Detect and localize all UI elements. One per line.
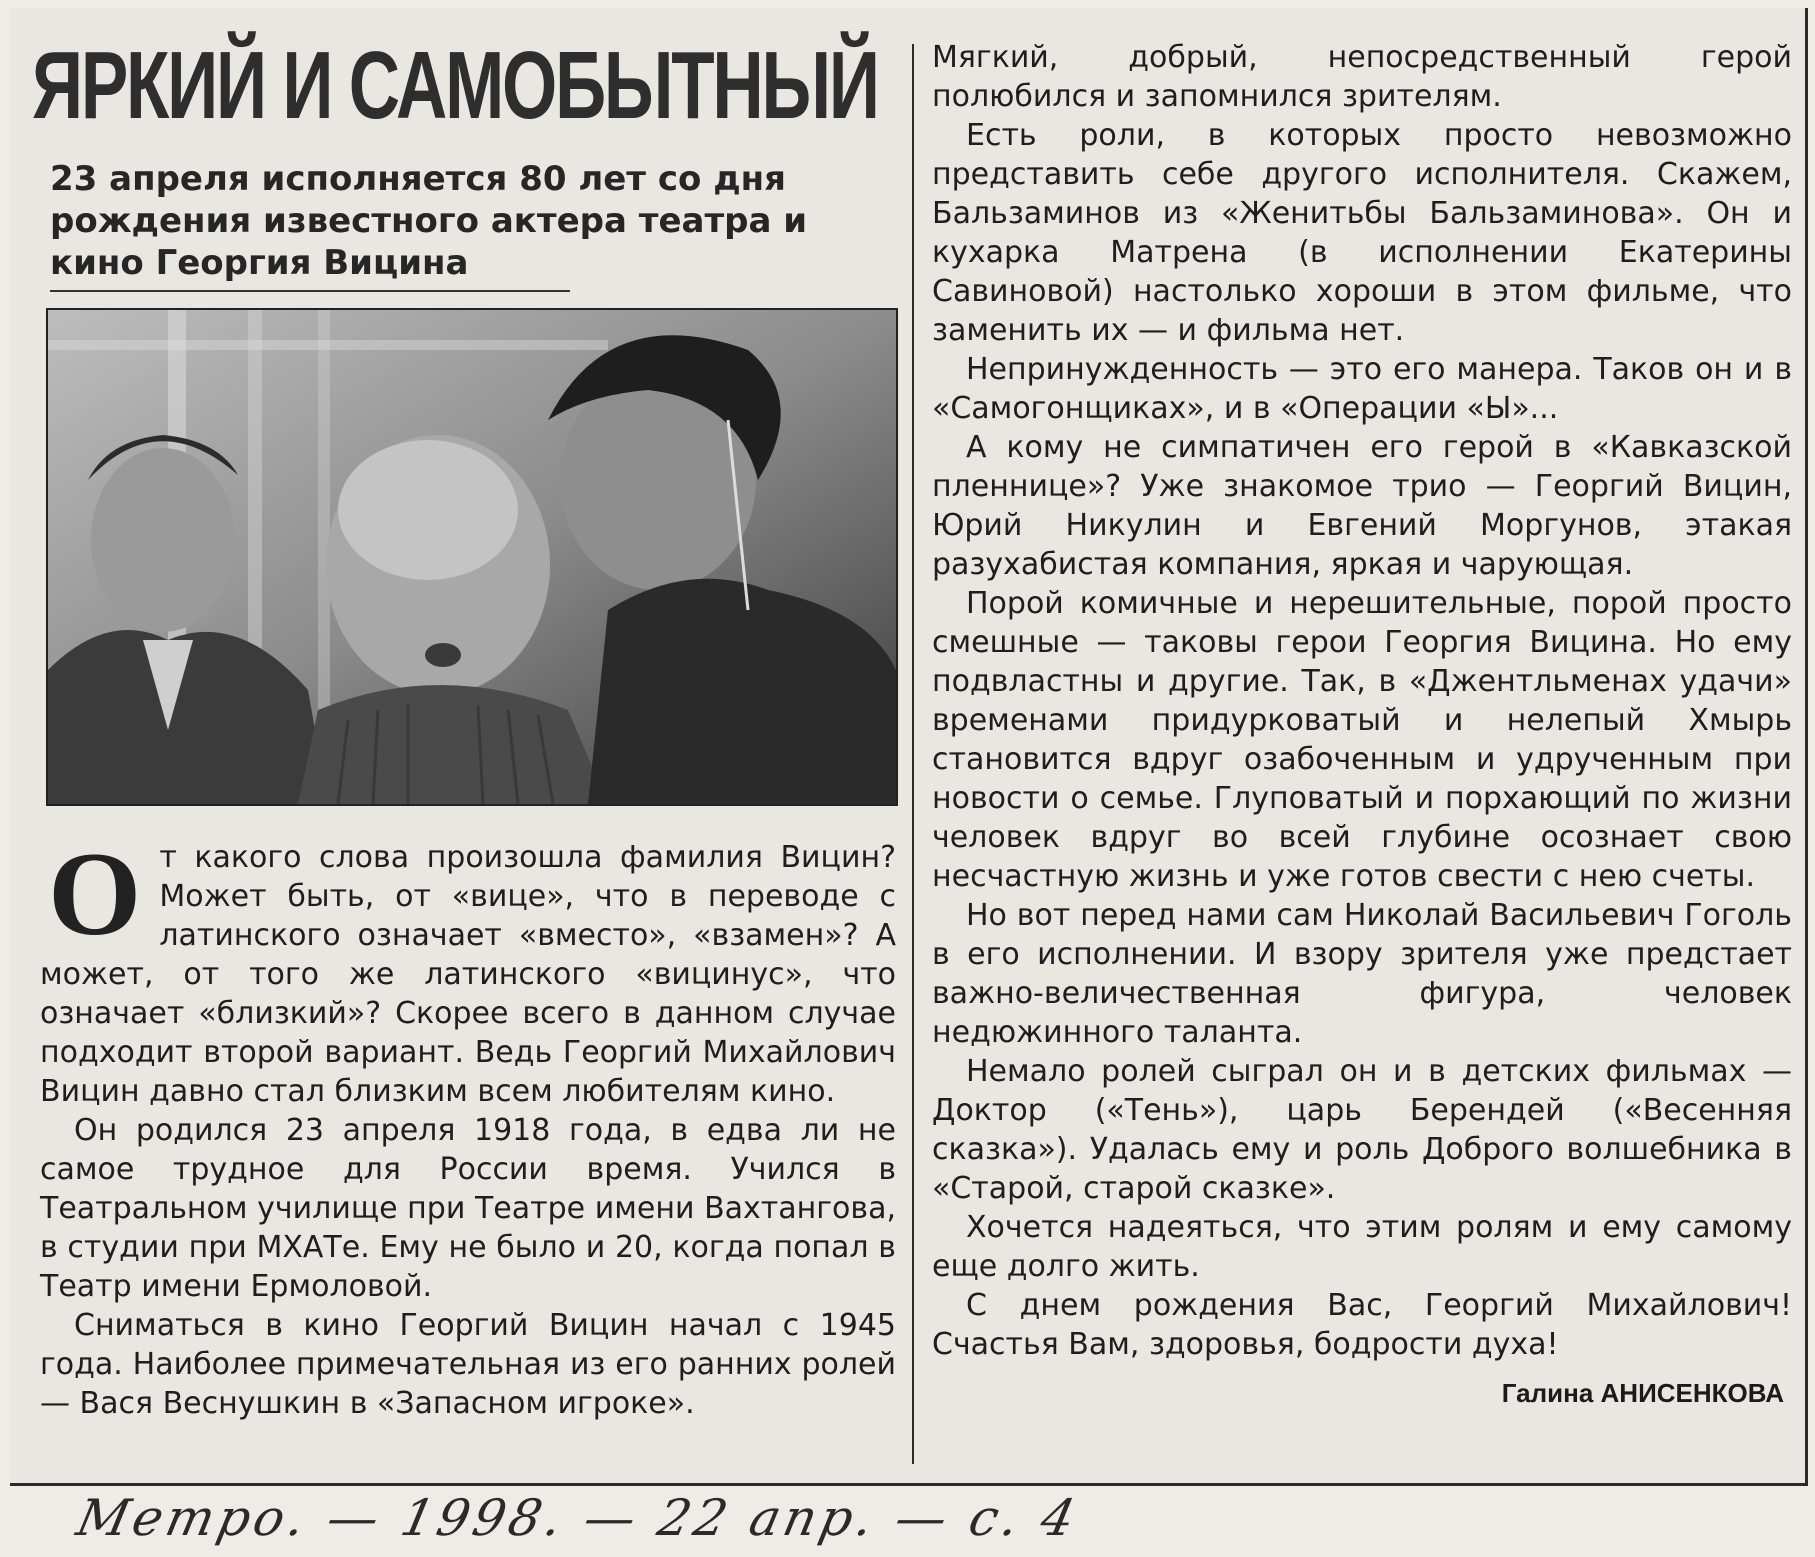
- paragraph-2: Он родился 23 апреля 1918 года, в едва ли не самое трудное для России время. Учился в Театральном училище при Театре имени Вахтангова, в студии при МХАТе. Ему не было и 20, когда попал в Театр имени Ермоловой.: [40, 1113, 896, 1304]
- left-article-body: [40, 827, 896, 1423]
- newspaper-clipping: [10, 8, 1808, 1486]
- handwritten-source-note: Метро. — 1998. — 22 апр. — с. 4: [71, 1489, 1084, 1547]
- photo-three-actors-image: [48, 310, 896, 804]
- author-signature: Галина АНИСЕНКОВА: [1501, 1378, 1784, 1408]
- paragraph-3: Сниматься в кино Георгий Вицин начал с 1945 года. Наиболее примечательная из его ранних ролей — Вася Веснушкин в «Запасном игроке».: [40, 1308, 896, 1421]
- paragraph-7: А кому не симпатичен его герой в «Кавказской пленнице»? Уже знакомое трио — Георгий Вицин, Юрий Никулин и Евгений Моргунов, этакая разухабистая компания, яркая и чарующая.: [932, 430, 1792, 582]
- paragraph-8: Порой комичные и нерешительные, порой просто смешные — таковы герои Георгия Вицина. Но ему подвластны и другие. Так, в «Джентльменах удачи» временами придурковатый и нелепый Хмырь становится вдруг озабоченным и удрученным при новости о семье. Глуповатый и порхающий по жизни человек вдруг во всей глубине осознает свою несчастную жизнь и уже готов свести с нею счеты.: [932, 586, 1792, 894]
- paragraph-1: [40, 827, 896, 1111]
- paragraph-5: Есть роли, в которых просто невозможно представить себе другого исполнителя. Скажем, Бальзаминов из «Женитьбы Бальзаминова». Он и кухарка Матрена (в исполнении Екатерины Савиновой) настолько хороши в этом фильме, что заменить их — и фильма нет.: [932, 118, 1792, 348]
- article-subheadline: [50, 158, 870, 292]
- paragraph-6: Непринужденность — это его манера. Таков он и в «Самогонщиках», и в «Операции «Ы»...: [932, 352, 1792, 426]
- article-headline: ЯРКИЙ И САМОБЫТНЫЙ: [32, 32, 878, 139]
- paragraph-4: Мягкий, добрый, непосредственный герой полюбился и запомнился зрителям.: [932, 40, 1792, 114]
- right-column: [932, 38, 1792, 1409]
- paragraph-12: С днем рождения Вас, Георгий Михайлович! Счастья Вам, здоровья, бодрости духа!: [932, 1288, 1792, 1362]
- article-photo: [46, 308, 898, 806]
- subheadline-underline: [50, 290, 570, 292]
- dropcap-letter: О: [48, 827, 142, 960]
- column-divider: [912, 44, 914, 1464]
- left-column: [32, 32, 902, 1423]
- paragraph-10: Немало ролей сыграл он и в детских фильмах — Доктор («Тень»), царь Берендей («Весенняя сказка»). Удалась ему и роль Доброго волшебника в «Старой, старой сказке».: [932, 1054, 1792, 1206]
- paragraph-9: Но вот перед нами сам Николай Васильевич Гоголь в его исполнении. И взору зрителя уже предстает важно-величественная фигура, человек недюжинного таланта.: [932, 898, 1792, 1050]
- paragraph-1-text: т какого слова произошла фамилия Вицин? Может быть, от «вице», что в переводе с латинского означает «вместо», «взамен»? А может, от того же латинского «вицинус», что означает «близкий»? Скорее всего в данном случае подходит второй вариант. Ведь Георгий Михайлович Вицин давно стал близким всем любителям кино.: [40, 840, 896, 1109]
- paragraph-11: Хочется надеяться, что этим ролям и ему самому еще долго жить.: [932, 1210, 1792, 1284]
- subheadline-text: 23 апреля исполняется 80 лет со дня рождения известного актера театра и кино Георгия Вицина: [50, 159, 808, 283]
